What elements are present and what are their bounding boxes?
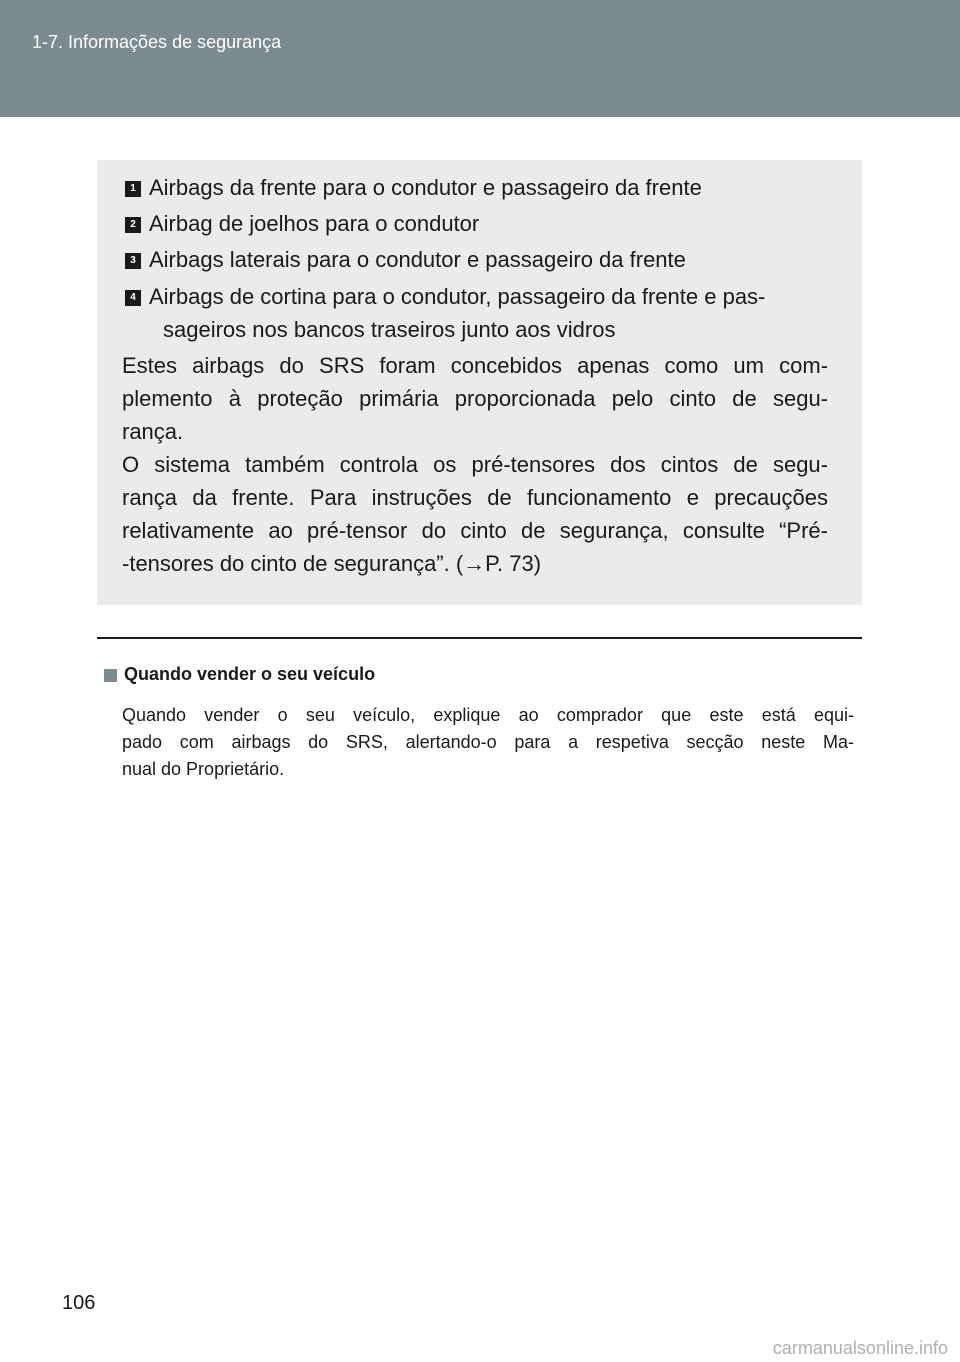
paragraph-line: -tensores do cinto de segurança”. (→P. 73) [122, 551, 542, 576]
paragraph-line: Estes airbags do SRS foram concebidos apenas como um com- [122, 353, 828, 378]
paragraph-line: rança. [122, 419, 184, 444]
section-body [122, 702, 854, 783]
number-badge-4: 4 [125, 290, 141, 306]
body-line: pado com airbags do SRS, alertando-o para a respetiva secção neste Ma- [122, 732, 854, 752]
number-badge-2: 2 [125, 217, 141, 233]
list-item-text-continued: sageiros nos bancos traseiros junto aos vidros [163, 317, 616, 342]
body-line: Quando vender o seu veículo, explique ao comprador que este está equi- [122, 705, 854, 725]
paragraph-line: O sistema também controla os pré-tensores dos cintos de segu- [122, 452, 828, 477]
airbag-purpose-paragraph [122, 349, 828, 580]
paragraph-line: plemento à proteção primária proporcionada pelo cinto de segu- [122, 386, 828, 411]
page-header [0, 0, 960, 117]
section-square-icon [104, 669, 117, 682]
paragraph-line: relativamente ao pré-tensor do cinto de segurança, consulte “Pré- [122, 518, 828, 543]
number-badge-3: 3 [125, 253, 141, 269]
list-item-text: Airbags de cortina para o condutor, passageiro da frente e pas- [149, 284, 766, 309]
page-number: 106 [62, 1292, 96, 1314]
section-title: Quando vender o seu veículo [124, 664, 376, 684]
list-item-text: Airbags da frente para o condutor e passageiro da frente [149, 175, 702, 200]
paragraph-line: rança da frente. Para instruções de funcionamento e precauções [122, 485, 828, 510]
section-divider [97, 637, 862, 639]
body-line: nual do Proprietário. [122, 759, 285, 779]
watermark: carmanualsonline.info [772, 1338, 948, 1358]
chapter-title: 1-7. Informações de segurança [32, 32, 282, 52]
number-badge-1: 1 [125, 181, 141, 197]
list-item-text: Airbag de joelhos para o condutor [149, 211, 480, 236]
list-item-text: Airbags laterais para o condutor e passageiro da frente [149, 247, 686, 272]
